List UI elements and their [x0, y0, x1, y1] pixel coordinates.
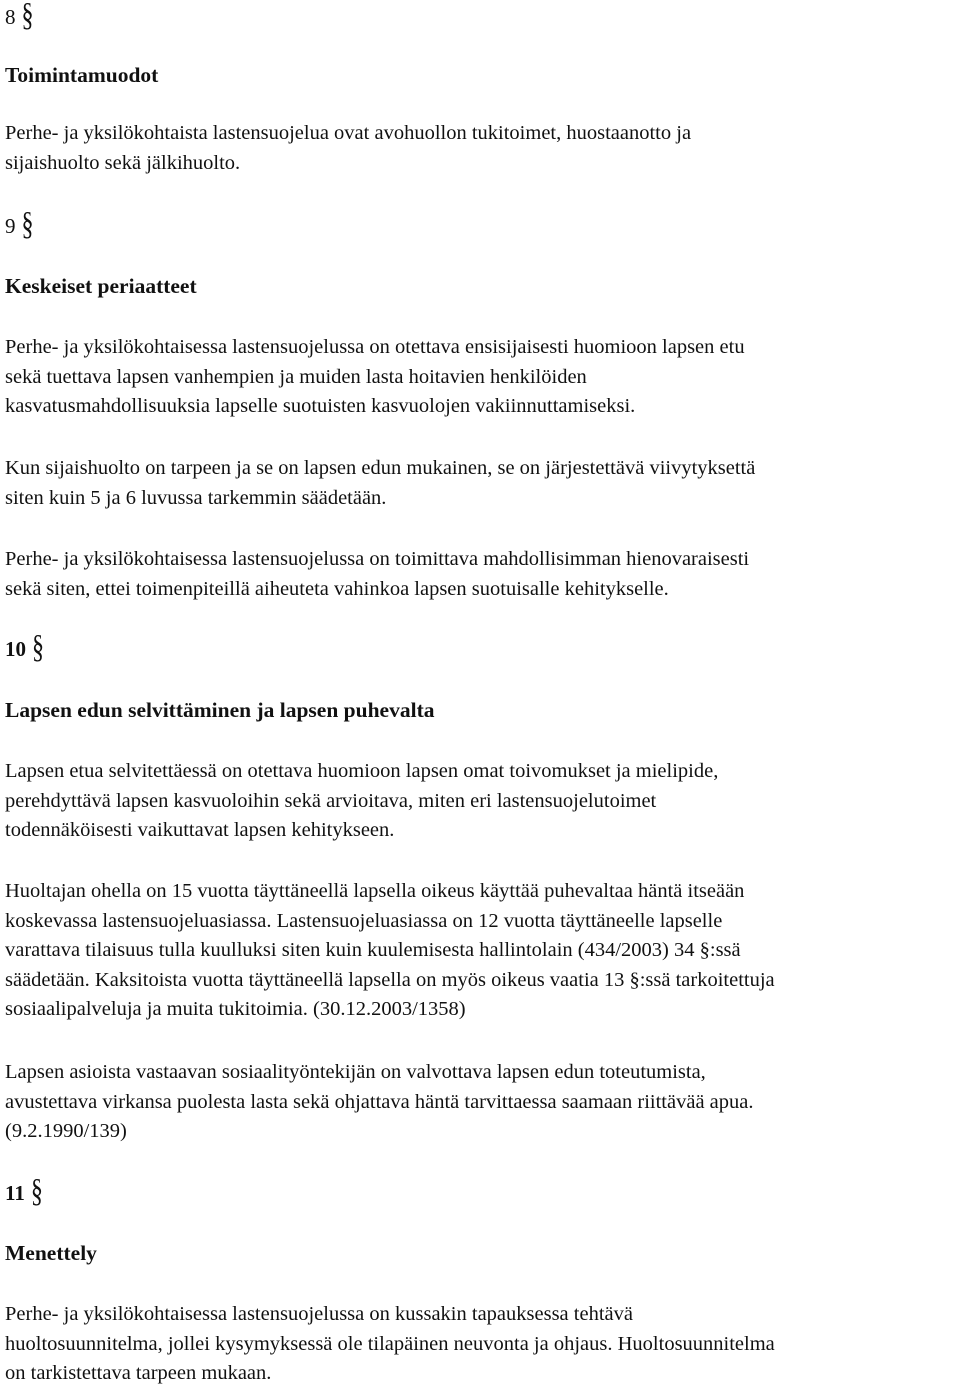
paragraph: Lapsen asioista vastaavan sosiaalityöntekijän on valvottava lapsen edun toteutumista, avustettava virkansa puolesta lasta sekä ohjattava häntä tarvittaessa saamaan riittävää apua. (9.2.1990/139)	[5, 1061, 754, 1142]
section-heading-toimintamuodot: Toimintamuodot	[5, 63, 159, 87]
paragraph: Kun sijaishuolto on tarpeen ja se on lapsen edun mukainen, se on järjestettävä viivytyksettä siten kuin 5 ja 6 luvussa tarkemmin säädetään.	[5, 457, 756, 509]
section-heading-keskeiset-periaatteet: Keskeiset periaatteet	[5, 274, 197, 298]
section-symbol: §	[21, 207, 34, 243]
section-number-8	[5, 2, 955, 32]
paragraph: Perhe- ja yksilökohtaista lastensuojelua ovat avohuollon tukitoimet, huostaanotto ja sijaishuolto sekä jälkihuolto.	[5, 122, 692, 174]
paragraph: Perhe- ja yksilökohtaisessa lastensuojelussa on toimittava mahdollisimman hienovaraisesti sekä siten, ettei toimenpiteillä aiheuteta vahinkoa lapsen suotuisalle kehitykselle.	[5, 548, 750, 600]
section-number-11	[5, 1174, 955, 1210]
paragraph: Lapsen etua selvitettäessä on otettava huomioon lapsen omat toivomukset ja mielipide, perehdyttävä lapsen kasvuoloihin sekä arvioitava, miten eri lastensuojelutoimet todennäköisesti vaikuttavat lapsen kehitykseen.	[5, 760, 719, 841]
paragraph: Perhe- ja yksilökohtaisessa lastensuojelussa on otettava ensisijaisesti huomioon lapsen etu sekä tuettava lapsen vanhempien ja muiden lasta hoitavien henkilöiden kasvatusmahdollisuuksia lapselle suotuisten kasvuolojen vakiinnuttamiseksi.	[5, 336, 745, 417]
section-number: 9	[5, 214, 16, 238]
section-heading-menettely: Menettely	[5, 1241, 97, 1265]
section-number: 8	[5, 5, 16, 29]
section-number-9	[5, 207, 955, 243]
section-number: 10	[5, 637, 26, 661]
paragraph: Huoltajan ohella on 15 vuotta täyttäneellä lapsella oikeus käyttää puhevaltaa häntä itseään koskevassa lastensuojeluasiassa. Lastensuojeluasiassa on 12 vuotta täyttäneelle lapselle varattava tilaisuus tulla kuulluksi siten kuin kuulemisesta hallintolain (434/2003) 34 §:ssä säädetään. Kaksitoista vuotta täyttäneellä lapsella on myös oikeus vaatia 13 §:ssä tarkoitettuja sosiaalipalveluja ja muita tukitoimia. (30.12.2003/1358)	[5, 880, 775, 1020]
section-symbol: §	[21, 0, 34, 34]
section-number: 11	[5, 1181, 25, 1205]
paragraph: Perhe- ja yksilökohtaisessa lastensuojelussa on kussakin tapauksessa tehtävä huoltosuunnitelma, jollei kysymyksessä ole tilapäinen neuvonta ja ohjaus. Huoltosuunnitelma on tarkistettava tarpeen mukaan.	[5, 1303, 775, 1384]
section-heading-lapsen-edun-selvittaminen: Lapsen edun selvittäminen ja lapsen puhevalta	[5, 698, 435, 722]
section-number-10	[5, 630, 955, 666]
section-symbol: §	[30, 1174, 43, 1210]
section-symbol: §	[32, 630, 44, 666]
